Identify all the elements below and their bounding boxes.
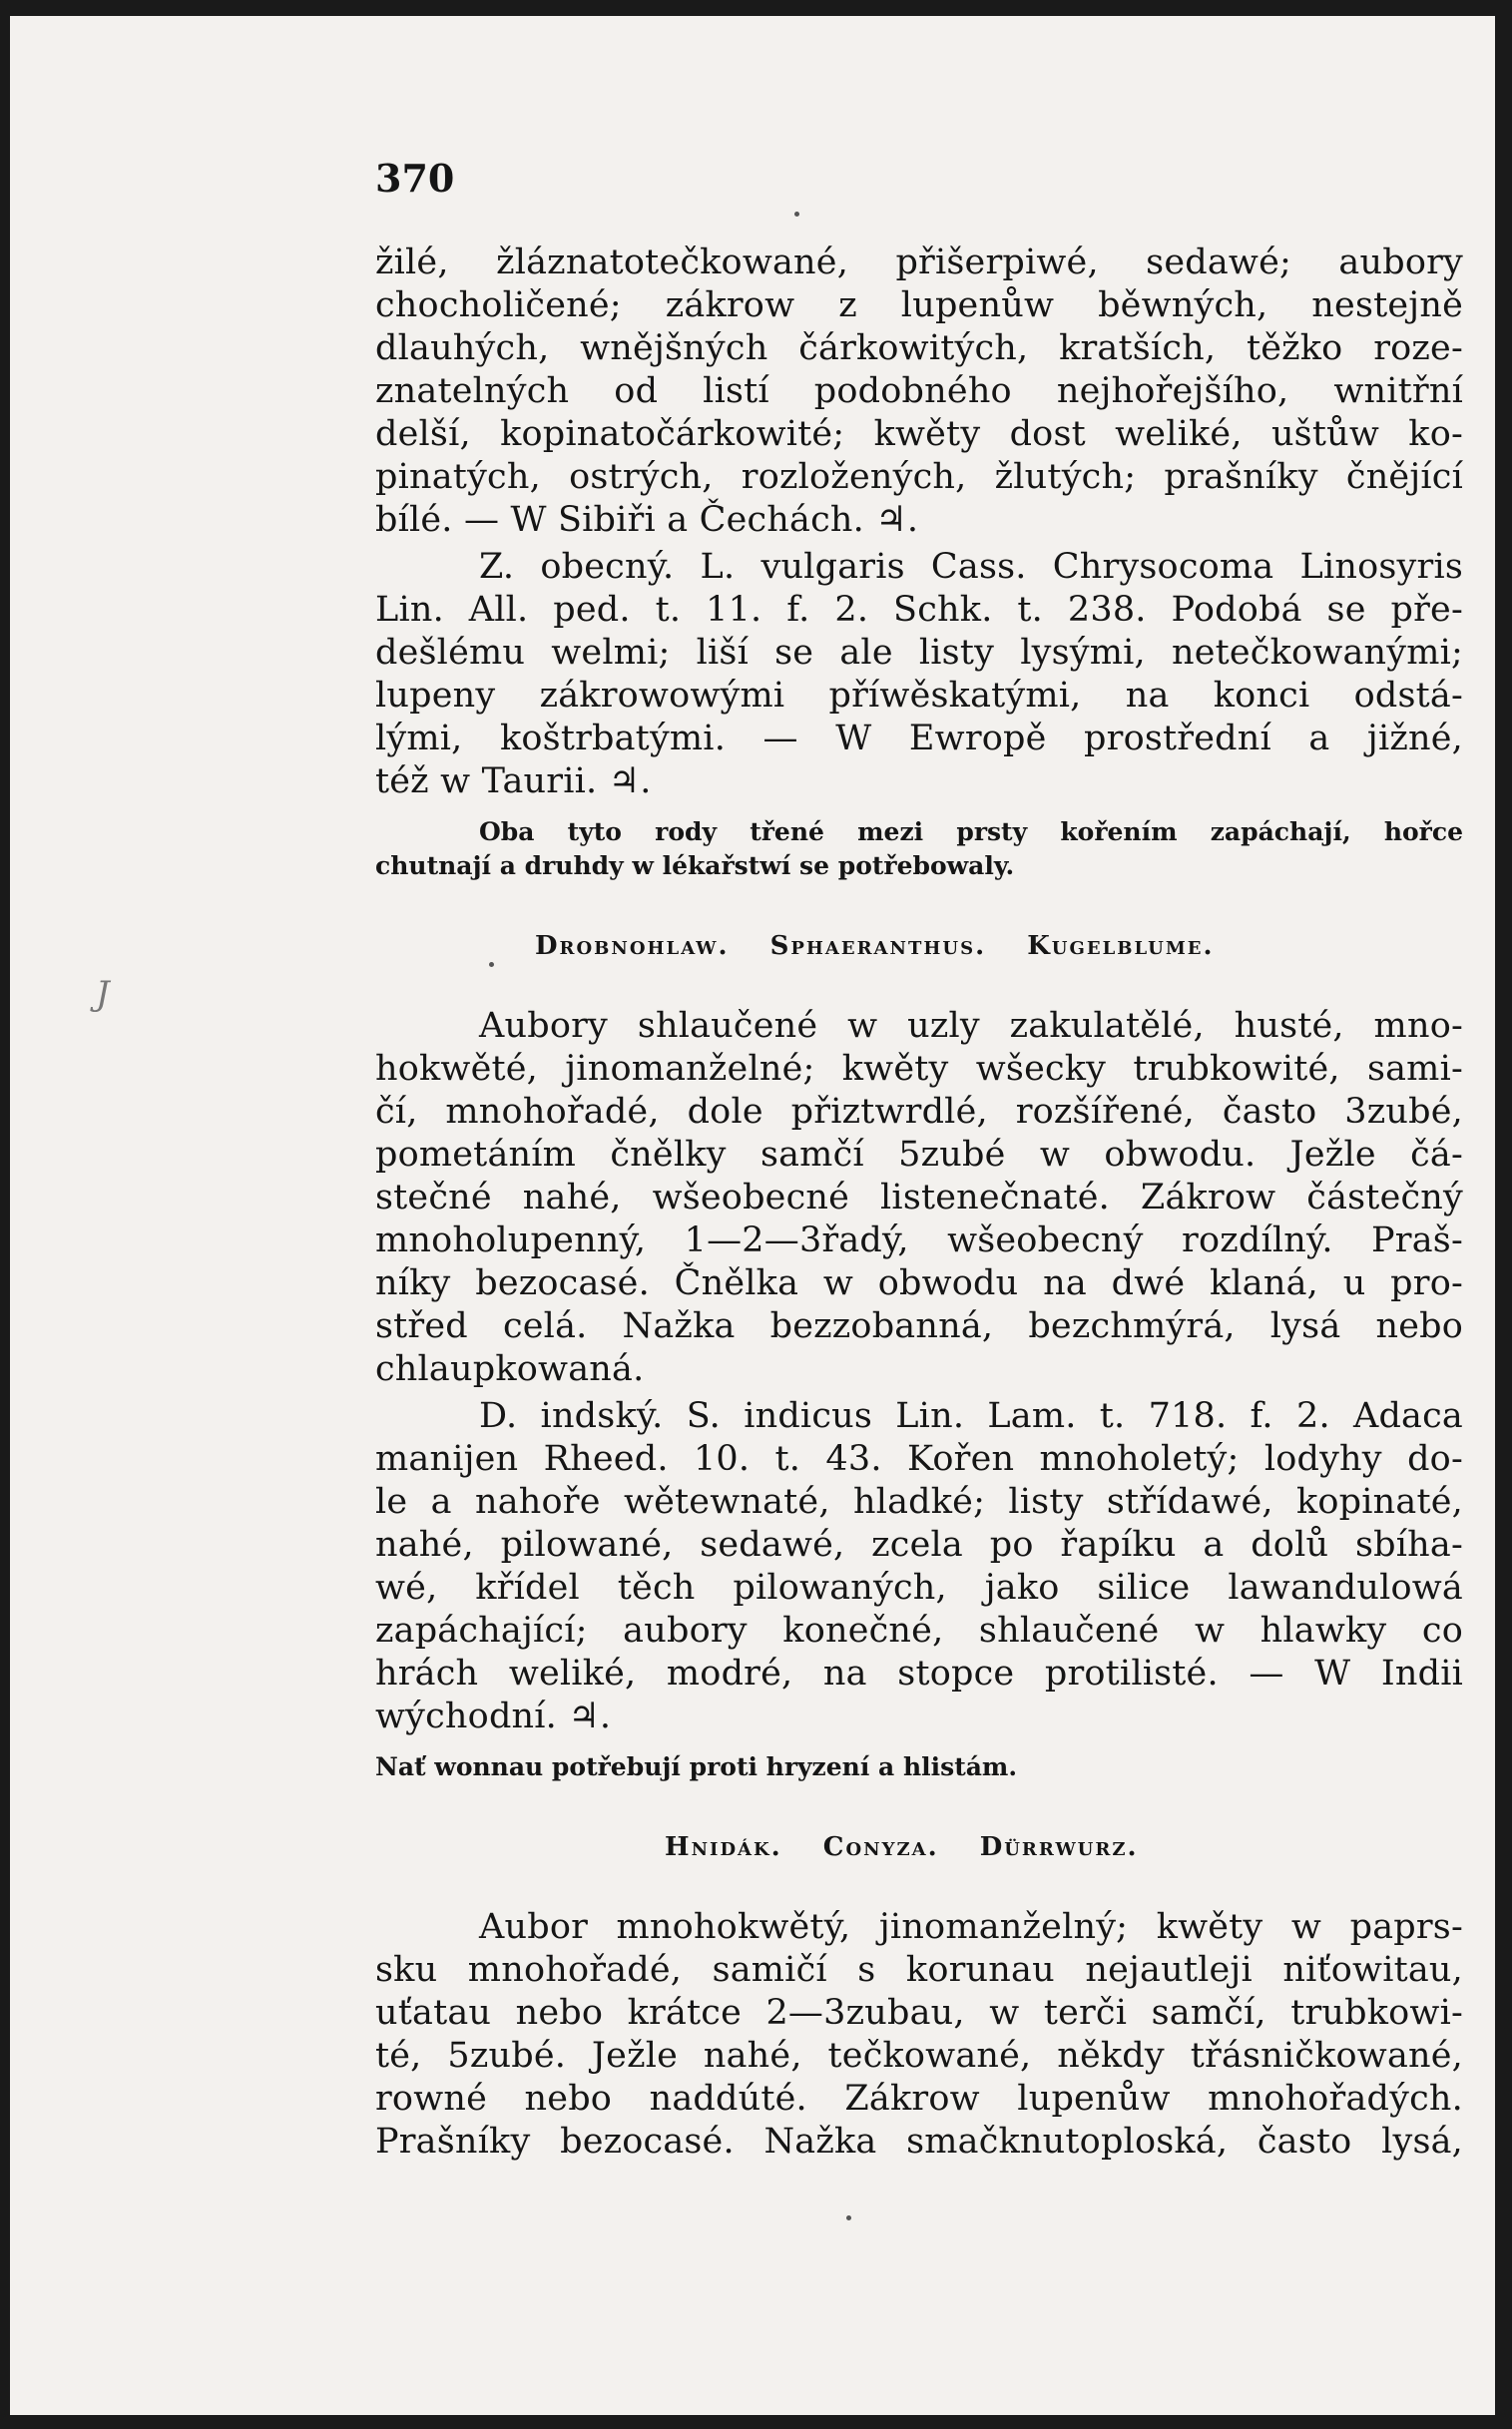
text-line: pinatých, ostrých, rozložených, žlutých; prašníky čnějící xyxy=(375,457,1463,497)
text-line: lými, koštrbatými. — W Ewropě prostřední a jižné, xyxy=(375,719,1463,758)
text-line: čí, mnohořadé, dole přiztwrdlé, rozšířené, často 3zubé, xyxy=(375,1092,1463,1132)
note-1 xyxy=(375,815,1463,883)
note-line: chutnají a druhdy w lékařstwí se potřebowaly. xyxy=(375,851,1015,880)
heading-czech-name: Drobnohlaw. xyxy=(535,931,730,961)
heading-german-name: Dürrwurz. xyxy=(979,1832,1139,1862)
book-page xyxy=(10,16,1495,2415)
heading-czech-name: Hnidák. xyxy=(665,1832,782,1862)
print-speck xyxy=(794,212,799,217)
heading-latin-name: Sphaeranthus. xyxy=(769,931,987,961)
paragraph-3 xyxy=(375,1005,1463,1391)
text-line: žilé, žláznatotečkowané, přišerpiwé, sedawé; aubory xyxy=(375,243,1463,282)
paragraph-1 xyxy=(375,242,1463,542)
text-line: mnoholupenný, 1—2—3řadý, wšeobecný rozdílný. Praš- xyxy=(375,1220,1463,1260)
page-content xyxy=(375,156,1463,2164)
text-line: bílé. — W Sibiři a Čechách. ♃. xyxy=(375,500,919,540)
text-line: té, 5zubé. Ježle nahé, tečkowané, někdy třásničkowané, xyxy=(375,2036,1463,2076)
text-line: stečné nahé, wšeobecné listenečnaté. Zákrow částečný xyxy=(375,1178,1463,1217)
text-line: nahé, pilowané, sedawé, zcela po řapíku a dolů sbíha- xyxy=(375,1525,1463,1565)
paragraph-2 xyxy=(375,546,1463,803)
note-line: Nať wonnau potřebují proti hryzení a hlistám. xyxy=(375,1752,1018,1781)
text-line: též w Taurii. ♃. xyxy=(375,761,652,801)
text-line: Lin. All. ped. t. 11. f. 2. Schk. t. 238. Podobá se pře- xyxy=(375,590,1463,630)
text-line: Prašníky bezocasé. Nažka smačknutoploská, často lysá, xyxy=(375,2122,1463,2162)
heading-latin-name: Conyza. xyxy=(822,1832,939,1862)
note-2 xyxy=(375,1750,1463,1784)
text-line: uťatau nebo krátce 2—3zubau, w terči samčí, trubkowi- xyxy=(375,1993,1463,2033)
text-line: střed celá. Nažka bezzobanná, bezchmýrá, lysá nebo xyxy=(375,1306,1463,1346)
text-line: znatelných od listí podobného nejhořejšího, wnitřní xyxy=(375,371,1463,411)
text-line: delší, kopinatočárkowité; kwěty dost weliké, uštůw ko- xyxy=(375,414,1463,454)
text-line: hokwěté, jinomanželné; kwěty wšecky trubkowité, sami- xyxy=(375,1049,1463,1089)
text-line: dlauhých, wnějšných čárkowitých, kratších, těžko roze- xyxy=(375,328,1463,368)
paragraph-5 xyxy=(375,1906,1463,2164)
print-speck xyxy=(489,962,494,967)
text-line: D. indský. S. indicus Lin. Lam. t. 718. f. 2. Adaca xyxy=(479,1396,1463,1436)
text-line: wé, křídel těch pilowaných, jako silice lawandulowá xyxy=(375,1568,1463,1608)
text-line: pometáním čnělky samčí 5zubé w obwodu. Ježle čá- xyxy=(375,1135,1463,1175)
text-line: níky bezocasé. Čnělka w obwodu na dwé klaná, u pro- xyxy=(375,1263,1463,1303)
heading-german-name: Kugelblume. xyxy=(1027,931,1215,961)
text-line: lupeny zákrowowými příwěskatými, na konci odstá- xyxy=(375,676,1463,716)
text-line: chocholičené; zákrow z lupenůw běwných, nestejně xyxy=(375,285,1463,325)
note-line: Oba tyto rody třené mezi prsty kořením zapáchají, hořce xyxy=(479,817,1463,846)
text-line: Aubor mnohokwětý, jinomanželný; kwěty w paprs- xyxy=(479,1907,1463,1947)
genus-heading-sphaeranthus xyxy=(375,931,1463,961)
page-number: 370 xyxy=(375,156,455,201)
genus-heading-conyza xyxy=(375,1832,1463,1862)
text-line: rowné nebo naddúté. Zákrow lupenůw mnohořadých. xyxy=(375,2079,1463,2119)
text-line: manijen Rheed. 10. t. 43. Kořen mnoholetý; lodyhy do- xyxy=(375,1439,1463,1479)
text-line: chlaupkowaná. xyxy=(375,1349,645,1389)
text-line: hrách weliké, modré, na stopce protilisté. — W Indii xyxy=(375,1654,1463,1694)
print-speck xyxy=(846,2215,851,2220)
text-line: le a nahoře wětewnaté, hladké; listy střídawé, kopinaté, xyxy=(375,1482,1463,1522)
paragraph-4 xyxy=(375,1395,1463,1738)
text-line: wýchodní. ♃. xyxy=(375,1697,612,1736)
text-line: sku mnohořadé, samičí s korunau nejautleji niťowitau, xyxy=(375,1950,1463,1990)
text-line: zapáchající; aubory konečné, shlaučené w hlawky co xyxy=(375,1611,1463,1651)
text-line: Aubory shlaučené w uzly zakulatělé, husté, mno- xyxy=(479,1006,1463,1046)
margin-mark: J xyxy=(96,974,110,1014)
text-line: Z. obecný. L. vulgaris Cass. Chrysocoma Linosyris xyxy=(479,547,1463,587)
text-line: dešlému welmi; liší se ale listy lysými, netečkowanými; xyxy=(375,633,1463,673)
